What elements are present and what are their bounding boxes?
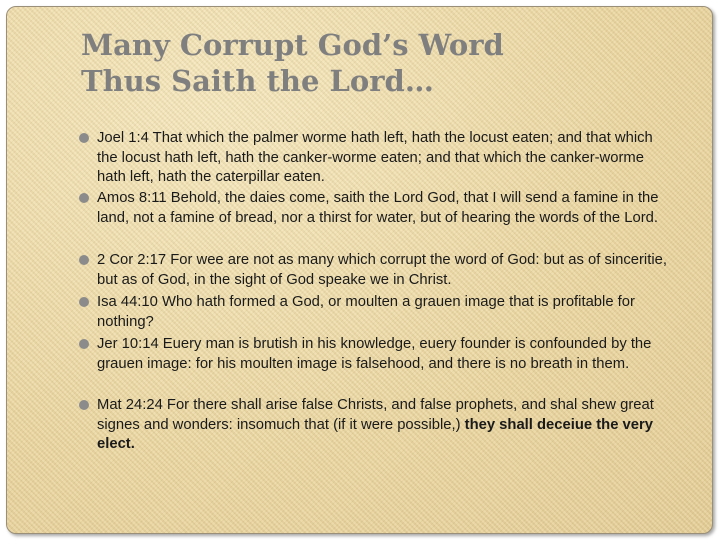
- bullet-text-normal: Mat 24:24 For there shall arise false Christs, and false prophets, and shal shew great signes and wonders: insomuch that (if it were possible,): [97, 397, 654, 433]
- bullet-dot-icon: [79, 133, 89, 143]
- bullet-dot-icon: [79, 400, 89, 410]
- bullet-text: Joel 1:4 That which the palmer worme hath left, hath the locust eaten; and that which the locust hath left, hath the canker-worme eaten; and that which the canker-worme hath left, hath the caterpillar eaten.: [97, 130, 653, 186]
- bullet-text: 2 Cor 2:17 For wee are not as many which corrupt the word of God: but as of sinceritie, but as of God, in the sight of God speake we in Christ.: [97, 252, 667, 288]
- bullet-item: [79, 189, 669, 228]
- title-line-1: Many Corrupt God’s Word: [81, 28, 504, 62]
- slide-title: [81, 27, 681, 99]
- bullet-item: [79, 293, 669, 332]
- bullet-text: [97, 396, 669, 455]
- bullet-text: Isa 44:10 Who hath formed a God, or moulten a grauen image that is profitable for nothing?: [97, 294, 635, 330]
- bullet-item: [79, 129, 669, 188]
- bullet-dot-icon: [79, 193, 89, 203]
- bullet-item: [79, 396, 669, 455]
- title-line-2: Thus Saith the Lord…: [81, 64, 434, 98]
- bullet-dot-icon: [79, 255, 89, 265]
- bullet-item: [79, 251, 669, 290]
- bullet-text: Jer 10:14 Euery man is brutish in his knowledge, euery founder is confounded by the grauen image: for his moulten image is falsehood, and there is no breath in them.: [97, 336, 652, 372]
- bullet-text-bold: they shall deceiue the very elect.: [97, 416, 653, 453]
- slide: [6, 6, 713, 534]
- bullet-dot-icon: [79, 339, 89, 349]
- bullet-text: Amos 8:11 Behold, the daies come, saith the Lord God, that I will send a famine in the land, not a famine of bread, nor a thirst for water, but of hearing the words of the Lord.: [97, 190, 659, 226]
- bullet-item: [79, 335, 669, 374]
- bullet-dot-icon: [79, 297, 89, 307]
